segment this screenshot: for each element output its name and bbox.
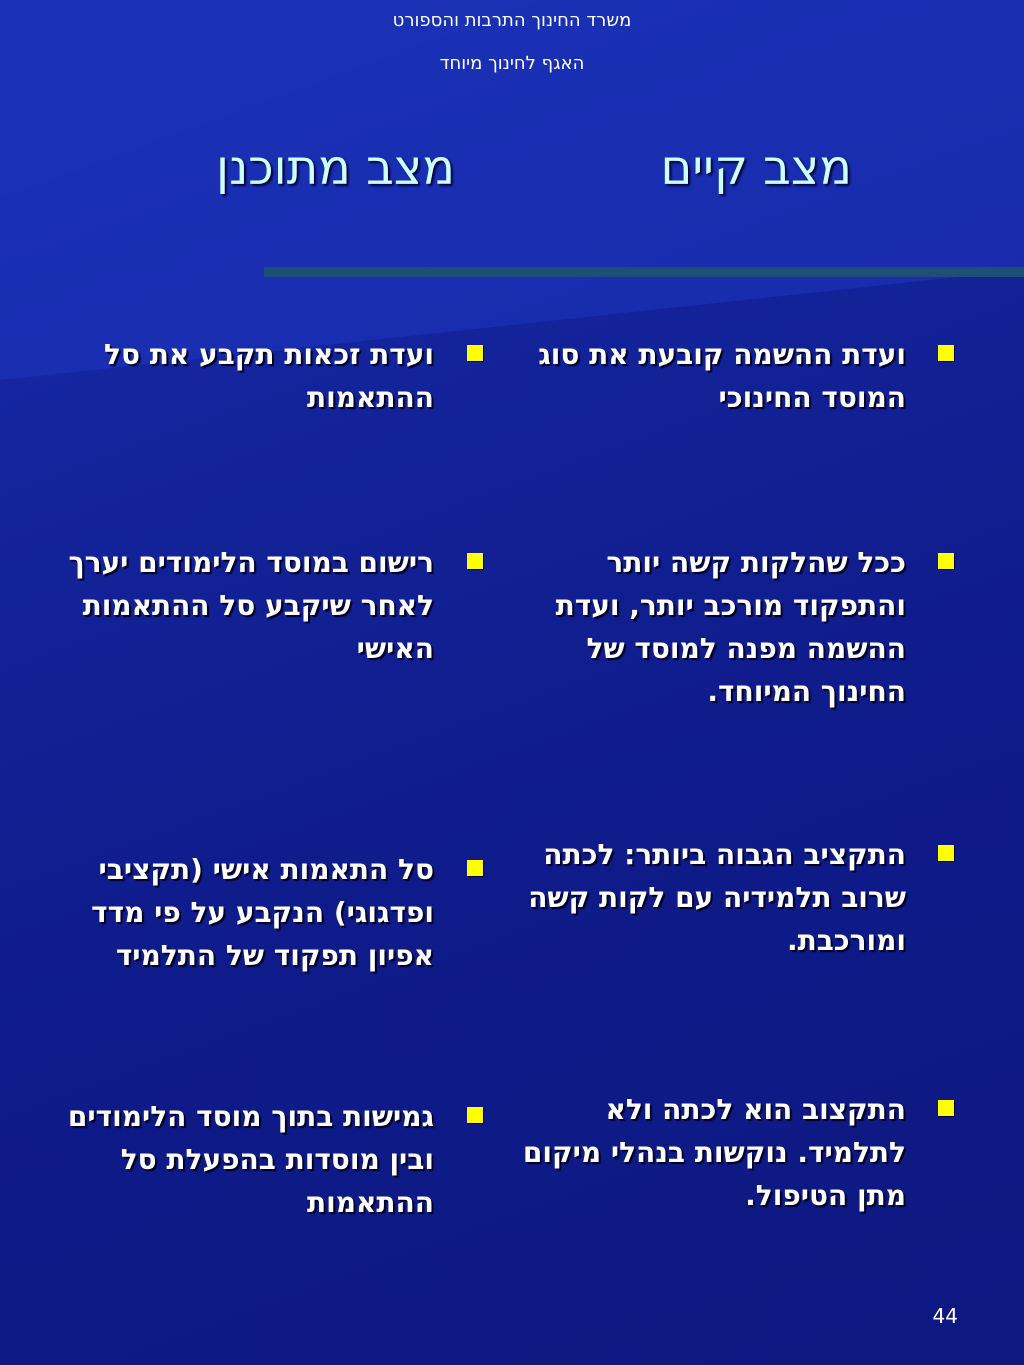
department-name: האגף לחינוך מיוחד	[439, 53, 585, 74]
page-number: 44	[932, 1304, 958, 1328]
planned-state-title: מצב מתוכנן	[216, 140, 455, 196]
current-state-title: מצב קיים	[660, 140, 852, 196]
current-item-2: ככל שהלקות קשה יותר והתפקוד מורכב יותר, ועדת ההשמה מפנה למוסד של החינוך המיוחד.	[555, 546, 906, 708]
current-item-1: ועדת ההשמה קובעת את סוג המוסד החינוכי	[538, 338, 906, 414]
planned-item-2: רישום במוסד הלימודים יערך לאחר שיקבע סל ההתאמות האישי	[68, 546, 434, 665]
ministry-name: משרד החינוך התרבות והספורט	[392, 10, 632, 31]
title-divider	[264, 267, 1024, 277]
bullet-marker-icon	[467, 553, 483, 569]
bullet-marker-icon	[938, 345, 954, 361]
bullet-marker-icon	[938, 845, 954, 861]
bullet-marker-icon	[938, 553, 954, 569]
bullet-marker-icon	[467, 345, 483, 361]
current-item-3: התקציב הגבוה ביותר: לכתה שרוב תלמידיה עם לקות קשה ומורכבת.	[528, 838, 906, 957]
bullet-marker-icon	[938, 1100, 954, 1116]
bullet-marker-icon	[467, 1107, 483, 1123]
planned-item-4: גמישות בתוך מוסד הלימודים ובין מוסדות בהפעלת סל ההתאמות	[67, 1100, 434, 1219]
current-item-4: התקצוב הוא לכתה ולא לתלמיד. נוקשות בנהלי מיקום מתן הטיפול.	[522, 1093, 906, 1212]
planned-item-3: סל התאמות אישי (תקציבי ופדגוגי) הנקבע על פי מדד אפיון תפקוד של התלמיד	[91, 853, 434, 972]
planned-item-1: ועדת זכאות תקבע את סל ההתאמות	[104, 338, 434, 414]
bullet-marker-icon	[467, 860, 483, 876]
